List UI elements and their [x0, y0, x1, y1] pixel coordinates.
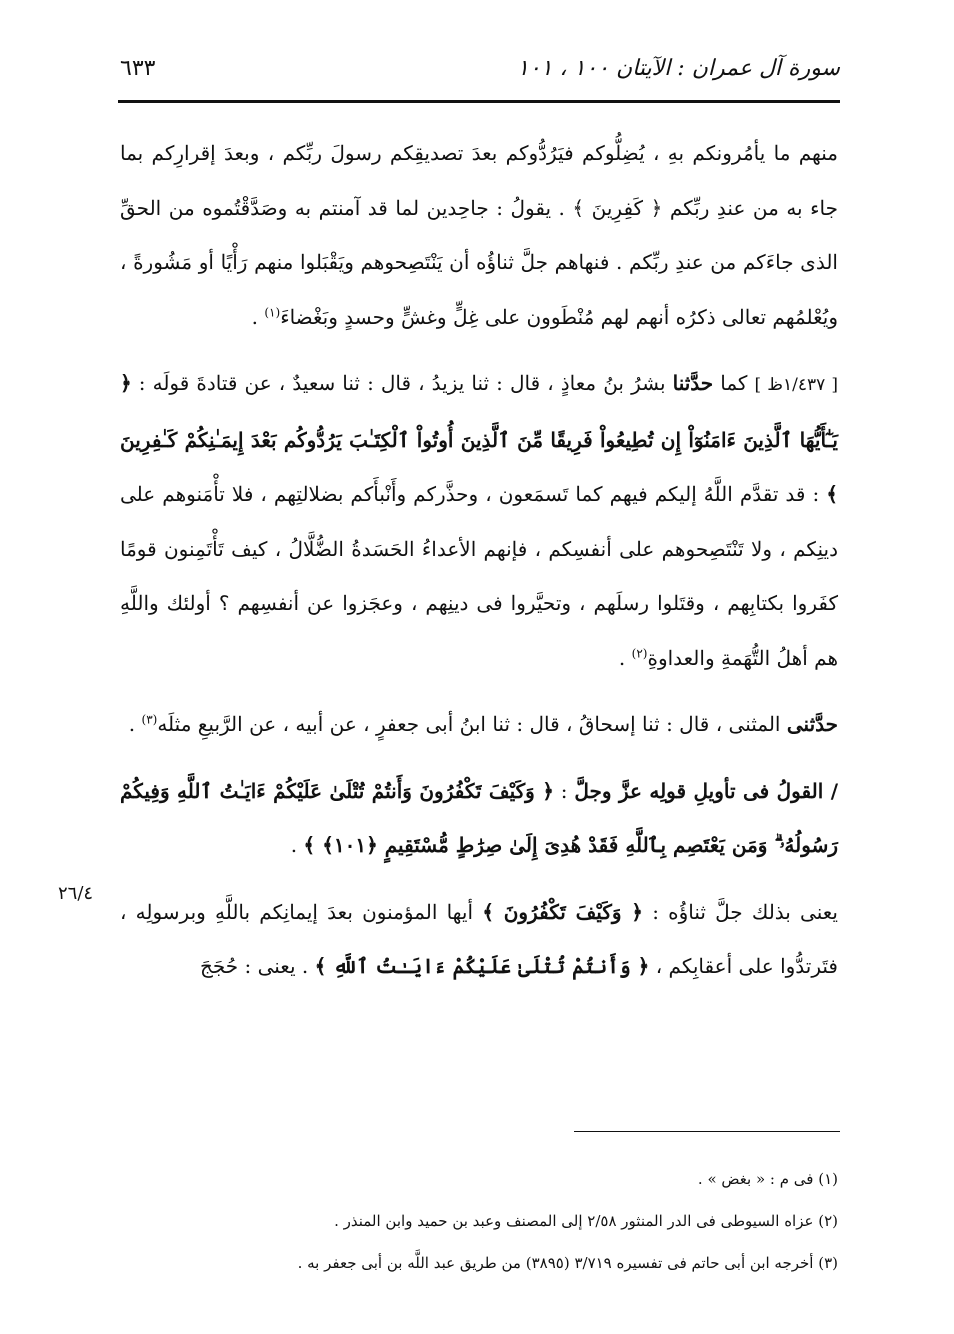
isnad-keyword: حدَّثنى — [786, 712, 838, 736]
footnote-3: (٣) أخرجه ابن أبى حاتم فى تفسيره ٣/٧١٩ (٣٨٩٥) من طريق عبد اللَّه بن أبى جعفر به . — [297, 1254, 838, 1272]
paragraph-2-b: : قد تقدَّم اللَّهُ إليكم فيهم كما تَسمَعون ، وحذَّركم وأَنْبأَكم بضلالتِهم ، فلا تأْمَنوهم على دينِكم ، ولا تَنْتَصِحوهم على أنفسِكم ، فإنهم الأعداءُ الحَسَدةُ الضُّلَّالُ ، كيف تَأْتَمِنون قومًا كفَروا بكتابِهم ، وقتَلوا رسلَهم ، وتحيَّروا فى دينِهم ، وعجَزوا عن أنفسِهم ؟ أولئك واللَّهِ هم أهلُ التُّهَمةِ والعداوةِ — [120, 482, 838, 670]
header-rule — [118, 100, 840, 103]
paragraph-1 — [120, 126, 838, 344]
paragraph-4 — [120, 764, 838, 873]
quran-verse: ﴿ وَكَيْفَ تَكْفُرُونَ وَأَنتُمْ تُتْلَىٰ عَلَيْكُمْ ءَايَـٰتُ ٱللَّهِ وَفِيكُمْ رَسُولُهُۥ ۗ وَمَن يَعْتَصِم بِٱللَّهِ فَقَدْ هُدِىَ إِلَىٰ صِرَٰطٍ مُّسْتَقِيمٍ ﴿١٠١﴾ ﴾ — [120, 778, 838, 857]
paragraph-4-colon: : — [553, 778, 575, 803]
paragraph-5 — [120, 885, 838, 994]
quran-verse: ﴿ يَـٰٓأَيُّهَا ٱلَّذِينَ ءَامَنُوٓاْ إِن تُطِيعُواْ فَرِيقًا مِّنَ ٱلَّذِينَ أُوتُواْ ٱلْكِتَـٰبَ يَرُدُّوكُم بَعْدَ إِيمَـٰنِكُمْ كَـٰفِرِينَ ﴾ — [120, 371, 838, 506]
paragraph-1-text: منهم ما يأمُرونكم بهِ ، يُضِلُّوكم فيَرُدُّوكم بعدَ تصديقِكم رسولَ ربِّكم ، وبعدَ إقرارِكم بما جاء به من عندِ ربِّكم ﴿ كَفِرِينَ ﴾ . يقولُ : جاحِدين لما قد آمنتم به وصَدَّقْتُموه من الحقِّ الذى جاءَكم من عندِ ربِّكم . فنهاهم جلَّ ثناؤُه أن يَنْتَصِحوهم ويَقْبَلوا منهم رَأْيًا أو مَشُورةً ، ويُعْلمُهم تعالى ذكرُه أنهم لهم مُنْطَوون على غِلٍّ وغشٍّ وحسدٍ وبَغْضاءَ — [120, 141, 838, 329]
footnote-1: (١) فى م : « بغض » . — [697, 1170, 838, 1188]
paragraph-5-a: يعنى بذلك جلَّ ثناؤُه : — [643, 899, 838, 924]
footnotes — [120, 1158, 838, 1284]
quran-verse: ﴿ وَأَنتُمْ تُتْلَىٰ عَلَيْكُمْ ءَايَـٰتُ ٱللَّهِ ﴾ — [314, 954, 650, 978]
paragraph-1-end: . — [251, 304, 265, 329]
section-heading: / القولُ فى تأويلِ قولِه عزَّ وجلَّ — [574, 778, 838, 803]
paragraph-2 — [120, 356, 838, 685]
paragraph-5-b: أيها المؤمنون بعدَ إيمانِكم باللَّهِ وبرسولِه ، فتَرتدُّوا على أعقابِكم ، — [120, 899, 838, 978]
paragraph-4-end: . — [290, 833, 304, 857]
footnote-ref-2: (٢) — [631, 645, 648, 660]
paragraph-2-a: بشرُ بنُ معاذٍ ، قال : ثنا يزيدُ ، قال : ثنا سعيدٌ ، عن قتادةَ قولَه : — [131, 371, 673, 395]
footnote-2: (٢) عزاه السيوطى فى الدر المنثور ٢/٥٨ إلى المصنف وعبد بن حميد وابن المنذر . — [334, 1212, 838, 1230]
running-title: سورة آل عمران : الآيتان ١٠٠ ، ١٠١ — [517, 56, 840, 81]
paragraph-5-c: . يعنى : حُجَجَ — [199, 954, 315, 978]
paragraph-3-text: المثنى ، قال : ثنا إسحاقُ ، قال : ثنا ابنُ أبى جعفرٍ ، عن أبيه ، عن الرَّبيعِ مثلَه — [157, 712, 787, 736]
page-header — [120, 52, 840, 92]
footnote-rule — [574, 1131, 840, 1132]
main-text — [120, 126, 838, 994]
isnad-keyword: حدَّثنا — [672, 371, 714, 395]
paragraph-2-pre: كما — [713, 371, 755, 395]
page-number: ٦٣٣ — [120, 56, 156, 81]
footnote-ref-1: (١) — [264, 304, 281, 319]
margin-reference: ٢٦/٤ — [58, 883, 94, 904]
quran-verse: ﴿ وَكَيْفَ تَكْفُرُونَ ﴾ — [482, 899, 644, 924]
paragraph-3 — [120, 697, 838, 752]
manuscript-ref: [ ١/٤٣٧ظ ] — [754, 375, 838, 395]
paragraph-3-end: . — [128, 712, 142, 736]
footnote-ref-3: (٣) — [141, 712, 158, 727]
paragraph-2-end: . — [618, 645, 632, 670]
